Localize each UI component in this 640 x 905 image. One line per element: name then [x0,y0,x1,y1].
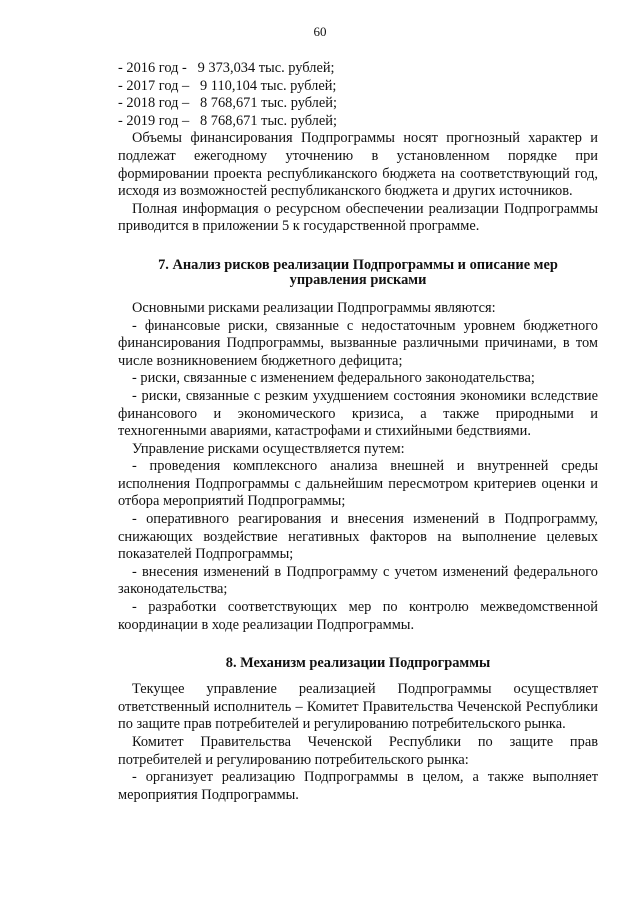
section-7-paragraph: - внесения изменений в Подпрограмму с учетом изменений федерального законодательства; [118,563,598,598]
paragraph-resource-info: Полная информация о ресурсном обеспечении реализации Подпрограммы приводится в приложении 5 к государственной программе. [118,200,598,235]
section-7-paragraph: Основными рисками реализации Подпрограммы являются: [132,299,496,316]
section-8-paragraph: Текущее управление реализацией Подпрограммы осуществляет ответственный исполнитель – Комитет Правительства Чеченской Республики по защите прав потребителей и регулированию потребительского рынка. [118,681,598,733]
financing-line-2018: - 2018 год – 8 768,671 тыс. рублей; [118,95,337,112]
section-7-paragraph: - риски, связанные с изменением федерального законодательства; [132,370,535,387]
financing-line-2016: - 2016 год - 9 373,034 тыс. рублей; [118,60,335,76]
paragraph-financing-forecast: Объемы финансирования Подпрограммы носят прогнозный характер и подлежат ежегодному уточнению в установленном порядке при формировании проекта республиканского бюджета на соответствующий год, исходя из возможностей республиканского бюджета и других источников. [118,130,598,200]
section-8-paragraph: Комитет Правительства Чеченской Республики по защите прав потребителей и регулированию потребительского рынка: [118,734,598,768]
section-7-paragraph: - разработки соответствующих мер по контролю межведомственной координации в ходе реализации Подпрограммы. [118,599,598,633]
section-7-paragraph: - финансовые риски, связанные с недостаточным уровнем бюджетного финансирования Подпрограммы, вызванные различными причинами, в том числе возникновением бюджетного дефицита; [118,317,598,369]
section-7-paragraph: - оперативного реагирования и внесения изменений в Подпрограмму, снижающих воздействие негативных факторов на выполнение целевых показателей Подпрограммы; [118,511,598,563]
financing-list [118,60,598,130]
section-7-paragraph: - проведения комплексного анализа внешней и внутренней среды исполнения Подпрограммы с дальнейшим пересмотром критериев оценки и отбора мероприятий Подпрограммы; [118,458,598,510]
section-7-heading: 7. Анализ рисков реализации Подпрограммы и описание мер управления рисками [158,256,558,288]
section-8-paragraph: - организует реализацию Подпрограммы в целом, а также выполняет мероприятия Подпрограммы. [118,769,598,803]
page-number: 60 [313,24,327,39]
section-7-paragraph: - риски, связанные с резким ухудшением состояния экономики вследствие финансового и экономического кризиса, а также природными и техногенными авариями, катастрофами и стихийными бедствиями. [118,387,598,440]
financing-line-2019: - 2019 год – 8 768,671 тыс. рублей; [118,112,337,129]
financing-line-2017: - 2017 год – 9 110,104 тыс. рублей; [118,77,337,94]
section-8-heading: 8. Механизм реализации Подпрограммы [225,655,491,672]
section-7-paragraph: Управление рисками осуществляется путем: [132,440,405,457]
page-content [118,60,598,804]
